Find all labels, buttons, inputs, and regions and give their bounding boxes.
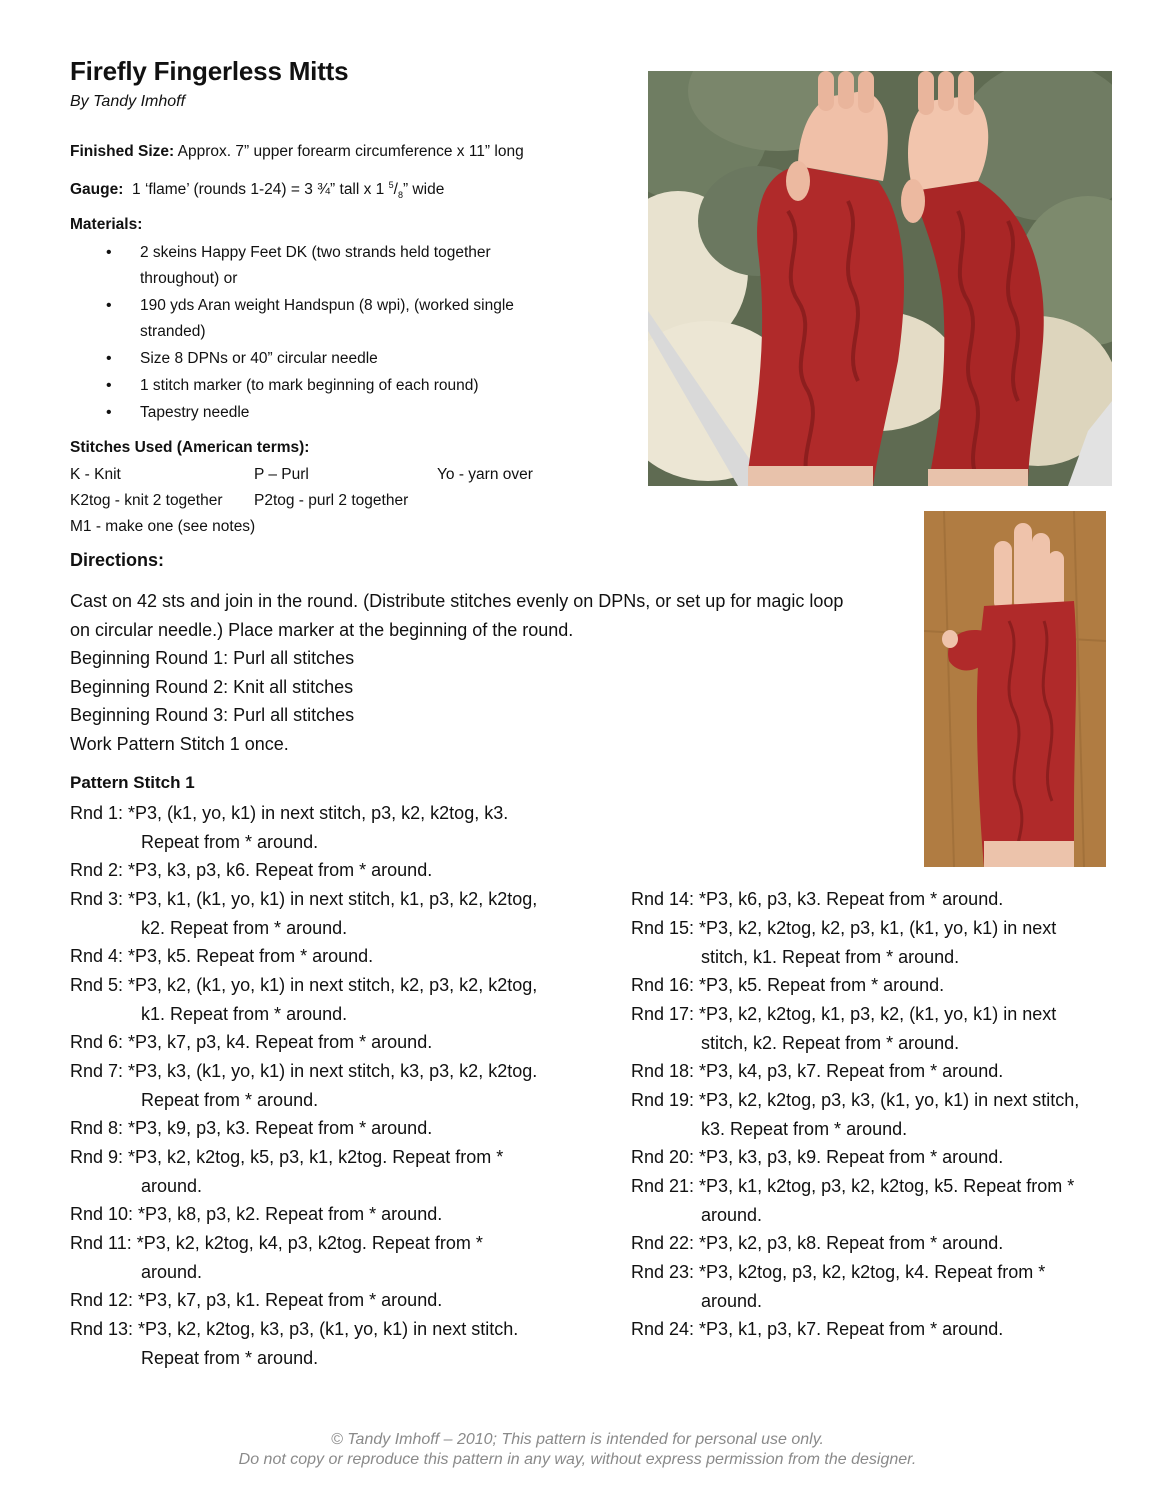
list-item: • 190 yds Aran weight Handspun (8 wpi), (worked single stranded) xyxy=(70,293,560,345)
stitch-k2tog: K2tog - knit 2 together xyxy=(70,492,223,509)
permission-line: Do not copy or reproduce this pattern in any way, without express permission from the designer. xyxy=(238,1451,917,1468)
mitt-photo-single-hand xyxy=(924,511,1106,867)
gauge-label: Gauge: xyxy=(70,181,124,199)
round-row: Rnd 10: *P3, k8, p3, k2. Repeat from * around. xyxy=(70,1204,443,1224)
round-row: Rnd 8: *P3, k9, p3, k3. Repeat from * around. xyxy=(70,1118,433,1138)
round-row: Rnd 15: *P3, k2, k2tog, k2, p3, k1, (k1, yo, k1) in next stitch, k1. Repeat from * around. xyxy=(631,918,1057,967)
page-title: Firefly Fingerless Mitts xyxy=(70,56,349,86)
finished-size-label: Finished Size: xyxy=(70,143,175,160)
pattern-stitch-heading: Pattern Stitch 1 xyxy=(70,773,195,792)
list-item: • 1 stitch marker (to mark beginning of each round) xyxy=(70,373,560,399)
stitch-p2tog: P2tog - purl 2 together xyxy=(254,492,409,509)
round-row: Rnd 22: *P3, k2, p3, k8. Repeat from * around. xyxy=(631,1233,1004,1253)
round-row: Rnd 24: *P3, k1, p3, k7. Repeat from * around. xyxy=(631,1319,1004,1339)
round-row: Rnd 23: *P3, k2tog, p3, k2, k2tog, k4. Repeat from * around. xyxy=(631,1262,1046,1311)
directions-line: on circular needle.) Place marker at the beginning of the round. xyxy=(70,620,574,640)
stitch-yo: Yo - yarn over xyxy=(437,466,533,483)
round-row: Rnd 6: *P3, k7, p3, k4. Repeat from * around. xyxy=(70,1032,433,1052)
round-row: Rnd 11: *P3, k2, k2tog, k4, p3, k2tog. Repeat from * around. xyxy=(70,1233,483,1282)
gauge-fraction: $^5/_8$ xyxy=(388,180,403,201)
directions-line: Beginning Round 2: Knit all stitches xyxy=(70,677,354,697)
gauge-value: 1 ‘flame’ (rounds 1-24) = 3 ¾” tall x 1 xyxy=(132,181,385,199)
copyright-line: © Tandy Imhoff – 2010; This pattern is intended for personal use only. xyxy=(331,1431,824,1448)
round-row: Rnd 5: *P3, k2, (k1, yo, k1) in next stitch, k2, p3, k2, k2tog, k1. Repeat from * around. xyxy=(70,975,538,1024)
round-row: Rnd 4: *P3, k5. Repeat from * around. xyxy=(70,946,374,966)
directions-line: Work Pattern Stitch 1 once. xyxy=(70,734,289,754)
list-item: • Tapestry needle xyxy=(70,400,560,426)
directions-line: Cast on 42 sts and join in the round. (Distribute stitches evenly on DPNs, or set up for magic loop xyxy=(70,591,844,611)
round-row: Rnd 21: *P3, k1, k2tog, p3, k2, k2tog, k5. Repeat from * around. xyxy=(631,1176,1075,1225)
gauge-value-post: ” wide xyxy=(402,181,445,199)
gauge xyxy=(70,180,444,200)
round-row: Rnd 7: *P3, k3, (k1, yo, k1) in next stitch, k3, p3, k2, k2tog. Repeat from * around. xyxy=(70,1061,538,1110)
round-row: Rnd 3: *P3, k1, (k1, yo, k1) in next stitch, k1, p3, k2, k2tog, k2. Repeat from * around. xyxy=(70,889,538,938)
round-row: Rnd 18: *P3, k4, p3, k7. Repeat from * around. xyxy=(631,1061,1004,1081)
round-row: Rnd 20: *P3, k3, p3, k9. Repeat from * around. xyxy=(631,1147,1004,1167)
mitts-photo-hands-on-yarn xyxy=(648,71,1112,486)
round-row: Rnd 12: *P3, k7, p3, k1. Repeat from * around. xyxy=(70,1290,443,1310)
stitch-m1: M1 - make one (see notes) xyxy=(70,518,256,535)
stitch-knit: K - Knit xyxy=(70,466,121,483)
round-row: Rnd 1: *P3, (k1, yo, k1) in next stitch, p3, k2, k2tog, k3. Repeat from * around. xyxy=(70,803,509,852)
round-row: Rnd 16: *P3, k5. Repeat from * around. xyxy=(631,975,945,995)
round-row: Rnd 9: *P3, k2, k2tog, k5, p3, k1, k2tog. Repeat from * around. xyxy=(70,1147,504,1196)
stitch-purl: P – Purl xyxy=(254,466,309,483)
round-row: Rnd 2: *P3, k3, p3, k6. Repeat from * around. xyxy=(70,860,433,880)
round-row: Rnd 19: *P3, k2, k2tog, p3, k3, (k1, yo, k1) in next stitch, k3. Repeat from * around. xyxy=(631,1090,1080,1139)
directions-line: Beginning Round 1: Purl all stitches xyxy=(70,648,355,668)
directions-heading: Directions: xyxy=(70,550,165,570)
round-row: Rnd 13: *P3, k2, k2tog, k3, p3, (k1, yo, k1) in next stitch. Repeat from * around. xyxy=(70,1319,519,1368)
round-row: Rnd 17: *P3, k2, k2tog, k1, p3, k2, (k1, yo, k1) in next stitch, k2. Repeat from * around. xyxy=(631,1004,1057,1053)
finished-size xyxy=(70,143,524,161)
list-item: • Size 8 DPNs or 40” circular needle xyxy=(70,346,560,372)
materials-list xyxy=(70,240,560,427)
materials-heading: Materials: xyxy=(70,216,143,233)
round-row: Rnd 14: *P3, k6, p3, k3. Repeat from * around. xyxy=(631,889,1004,909)
author-byline: By Tandy Imhoff xyxy=(70,93,186,110)
stitches-heading: Stitches Used (American terms): xyxy=(70,439,310,456)
directions-line: Beginning Round 3: Purl all stitches xyxy=(70,705,355,725)
list-item: • 2 skeins Happy Feet DK (two strands held together throughout) or xyxy=(70,240,560,292)
finished-size-value: Approx. 7” upper forearm circumference x 11” long xyxy=(177,143,524,160)
